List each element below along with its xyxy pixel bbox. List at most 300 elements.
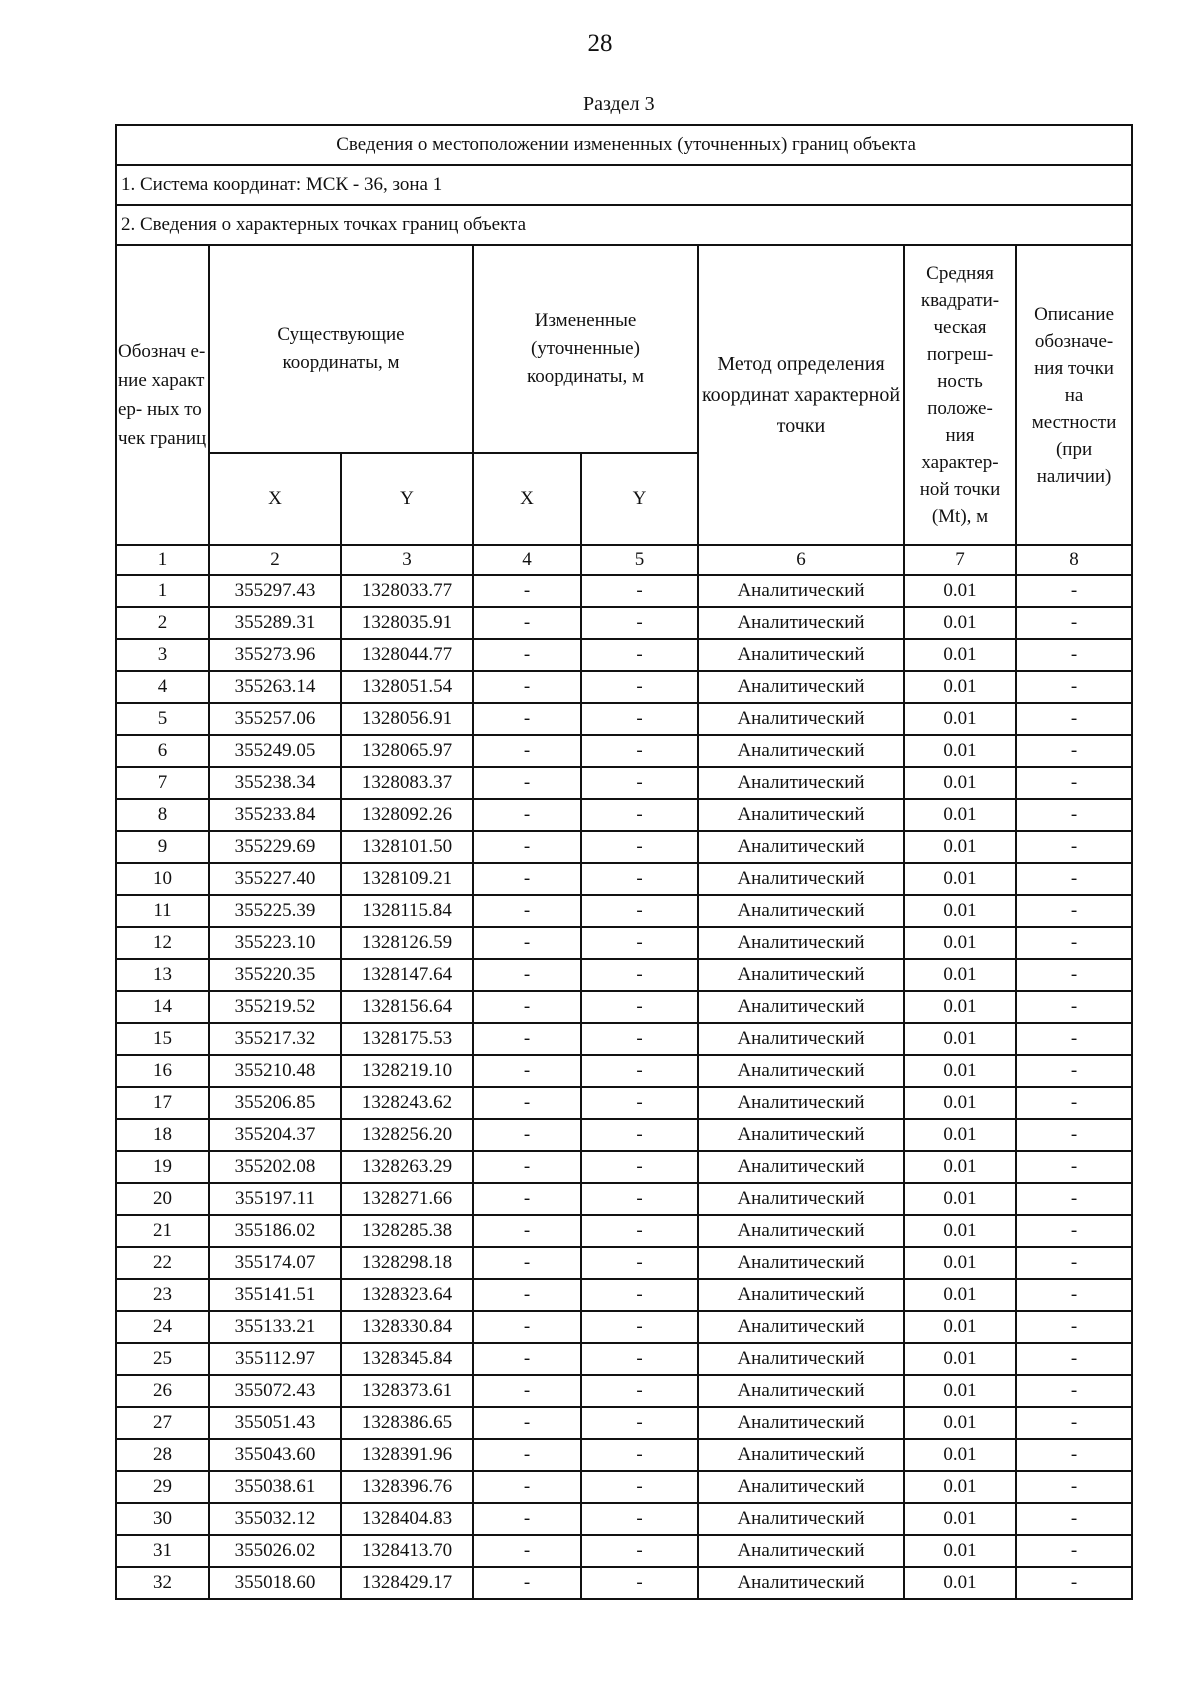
cell-existing-x: 355289.31 [209, 607, 341, 639]
cell-changed-y: - [581, 1087, 698, 1119]
cell-error: 0.01 [904, 1151, 1016, 1183]
cell-point-number: 2 [116, 607, 209, 639]
cell-error: 0.01 [904, 1119, 1016, 1151]
cell-existing-x: 355186.02 [209, 1215, 341, 1247]
cell-existing-y: 1328323.64 [341, 1279, 473, 1311]
cell-method: Аналитический [698, 1439, 904, 1471]
cell-existing-y: 1328126.59 [341, 927, 473, 959]
cell-existing-y: 1328263.29 [341, 1151, 473, 1183]
cell-point-number: 18 [116, 1119, 209, 1151]
cell-point-number: 12 [116, 927, 209, 959]
cell-changed-y: - [581, 1183, 698, 1215]
cell-point-number: 15 [116, 1023, 209, 1055]
cell-existing-x: 355210.48 [209, 1055, 341, 1087]
cell-error: 0.01 [904, 1311, 1016, 1343]
table-row [116, 767, 1132, 799]
cell-changed-y: - [581, 1567, 698, 1599]
cell-changed-x: - [473, 1471, 581, 1503]
cell-error: 0.01 [904, 1439, 1016, 1471]
table-row [116, 1439, 1132, 1471]
cell-changed-x: - [473, 1439, 581, 1471]
cell-description: - [1016, 1055, 1132, 1087]
cell-changed-y: - [581, 1279, 698, 1311]
cell-description: - [1016, 703, 1132, 735]
cell-error: 0.01 [904, 735, 1016, 767]
cell-method: Аналитический [698, 767, 904, 799]
cell-method: Аналитический [698, 959, 904, 991]
cell-method: Аналитический [698, 991, 904, 1023]
cell-error: 0.01 [904, 927, 1016, 959]
cell-point-number: 10 [116, 863, 209, 895]
cell-description: - [1016, 1151, 1132, 1183]
cell-changed-y: - [581, 1311, 698, 1343]
cell-description: - [1016, 1247, 1132, 1279]
cell-changed-y: - [581, 1535, 698, 1567]
cell-point-number: 20 [116, 1183, 209, 1215]
cell-existing-y: 1328092.26 [341, 799, 473, 831]
cell-method: Аналитический [698, 1407, 904, 1439]
cell-changed-y: - [581, 703, 698, 735]
table-row [116, 1471, 1132, 1503]
cell-existing-y: 1328396.76 [341, 1471, 473, 1503]
cell-error: 0.01 [904, 1535, 1016, 1567]
cell-method: Аналитический [698, 927, 904, 959]
cell-changed-y: - [581, 1215, 698, 1247]
cell-existing-y: 1328298.18 [341, 1247, 473, 1279]
header-existing-x: X [209, 453, 341, 545]
cell-error: 0.01 [904, 1375, 1016, 1407]
cell-changed-y: - [581, 959, 698, 991]
cell-method: Аналитический [698, 1119, 904, 1151]
cell-existing-x: 355257.06 [209, 703, 341, 735]
cell-point-number: 32 [116, 1567, 209, 1599]
cell-description: - [1016, 1439, 1132, 1471]
cell-existing-y: 1328413.70 [341, 1535, 473, 1567]
cell-existing-x: 355133.21 [209, 1311, 341, 1343]
table-row [116, 1279, 1132, 1311]
cell-error: 0.01 [904, 767, 1016, 799]
header-changed-x: X [473, 453, 581, 545]
cell-changed-x: - [473, 1375, 581, 1407]
cell-point-number: 13 [116, 959, 209, 991]
cell-point-number: 5 [116, 703, 209, 735]
cell-description: - [1016, 799, 1132, 831]
cell-existing-y: 1328101.50 [341, 831, 473, 863]
cell-existing-y: 1328083.37 [341, 767, 473, 799]
cell-point-number: 28 [116, 1439, 209, 1471]
cell-description: - [1016, 1119, 1132, 1151]
cell-error: 0.01 [904, 607, 1016, 639]
cell-existing-x: 355227.40 [209, 863, 341, 895]
table-row [116, 1343, 1132, 1375]
table-row [116, 671, 1132, 703]
cell-changed-y: - [581, 1119, 698, 1151]
cell-changed-y: - [581, 1343, 698, 1375]
cell-existing-y: 1328175.53 [341, 1023, 473, 1055]
cell-changed-y: - [581, 831, 698, 863]
cell-changed-y: - [581, 575, 698, 607]
cell-changed-y: - [581, 735, 698, 767]
cell-changed-x: - [473, 1311, 581, 1343]
cell-existing-y: 1328243.62 [341, 1087, 473, 1119]
cell-point-number: 27 [116, 1407, 209, 1439]
cell-method: Аналитический [698, 575, 904, 607]
cell-changed-y: - [581, 1407, 698, 1439]
cell-error: 0.01 [904, 959, 1016, 991]
cell-description: - [1016, 1215, 1132, 1247]
table-row [116, 1311, 1132, 1343]
cell-description: - [1016, 991, 1132, 1023]
header-existing-coordinates: Существующие координаты, м [209, 245, 473, 453]
cell-changed-x: - [473, 1343, 581, 1375]
cell-changed-y: - [581, 671, 698, 703]
cell-existing-x: 355072.43 [209, 1375, 341, 1407]
cell-changed-x: - [473, 895, 581, 927]
header-existing-y: Y [341, 453, 473, 545]
cell-method: Аналитический [698, 1151, 904, 1183]
table-row [116, 1407, 1132, 1439]
column-number: 7 [904, 545, 1016, 575]
cell-method: Аналитический [698, 1215, 904, 1247]
cell-method: Аналитический [698, 703, 904, 735]
table-row [116, 1247, 1132, 1279]
cell-existing-x: 355219.52 [209, 991, 341, 1023]
cell-changed-x: - [473, 1247, 581, 1279]
cell-existing-x: 355051.43 [209, 1407, 341, 1439]
cell-method: Аналитический [698, 1567, 904, 1599]
cell-error: 0.01 [904, 799, 1016, 831]
cell-existing-y: 1328271.66 [341, 1183, 473, 1215]
cell-existing-x: 355204.37 [209, 1119, 341, 1151]
cell-point-number: 11 [116, 895, 209, 927]
cell-changed-x: - [473, 1503, 581, 1535]
cell-existing-y: 1328256.20 [341, 1119, 473, 1151]
cell-description: - [1016, 927, 1132, 959]
cell-description: - [1016, 1087, 1132, 1119]
cell-error: 0.01 [904, 575, 1016, 607]
cell-description: - [1016, 1407, 1132, 1439]
cell-changed-x: - [473, 703, 581, 735]
cell-existing-y: 1328033.77 [341, 575, 473, 607]
cell-changed-x: - [473, 991, 581, 1023]
cell-description: - [1016, 863, 1132, 895]
cell-existing-x: 355206.85 [209, 1087, 341, 1119]
cell-changed-y: - [581, 991, 698, 1023]
cell-existing-y: 1328429.17 [341, 1567, 473, 1599]
cell-existing-y: 1328391.96 [341, 1439, 473, 1471]
cell-method: Аналитический [698, 1375, 904, 1407]
cell-description: - [1016, 1183, 1132, 1215]
cell-error: 0.01 [904, 1023, 1016, 1055]
cell-changed-y: - [581, 767, 698, 799]
cell-error: 0.01 [904, 703, 1016, 735]
cell-point-number: 22 [116, 1247, 209, 1279]
table-row [116, 1023, 1132, 1055]
cell-existing-x: 355197.11 [209, 1183, 341, 1215]
cell-method: Аналитический [698, 1055, 904, 1087]
cell-description: - [1016, 735, 1132, 767]
table-row [116, 799, 1132, 831]
cell-point-number: 9 [116, 831, 209, 863]
cell-changed-x: - [473, 959, 581, 991]
header-description: Описание обозначе- ния точки на местности (при наличии) [1016, 245, 1132, 545]
cell-existing-x: 355018.60 [209, 1567, 341, 1599]
cell-description: - [1016, 1279, 1132, 1311]
cell-method: Аналитический [698, 607, 904, 639]
coordinate-system: 1. Система координат: МСК - 36, зона 1 [116, 165, 1132, 205]
cell-changed-y: - [581, 1375, 698, 1407]
cell-changed-x: - [473, 1087, 581, 1119]
cell-existing-y: 1328065.97 [341, 735, 473, 767]
cell-point-number: 25 [116, 1343, 209, 1375]
column-number: 5 [581, 545, 698, 575]
cell-changed-y: - [581, 895, 698, 927]
cell-description: - [1016, 1567, 1132, 1599]
cell-point-number: 6 [116, 735, 209, 767]
column-number: 3 [341, 545, 473, 575]
cell-point-number: 14 [116, 991, 209, 1023]
cell-changed-x: - [473, 575, 581, 607]
table-row [116, 1567, 1132, 1599]
cell-existing-y: 1328147.64 [341, 959, 473, 991]
cell-changed-x: - [473, 1535, 581, 1567]
section-label: Раздел 3 [583, 93, 655, 115]
cell-description: - [1016, 1023, 1132, 1055]
cell-error: 0.01 [904, 1343, 1016, 1375]
cell-changed-x: - [473, 799, 581, 831]
cell-point-number: 8 [116, 799, 209, 831]
cell-existing-x: 355233.84 [209, 799, 341, 831]
cell-error: 0.01 [904, 1247, 1016, 1279]
cell-point-number: 29 [116, 1471, 209, 1503]
cell-error: 0.01 [904, 1055, 1016, 1087]
cell-changed-y: - [581, 1439, 698, 1471]
table-row [116, 1503, 1132, 1535]
cell-existing-y: 1328109.21 [341, 863, 473, 895]
cell-error: 0.01 [904, 1215, 1016, 1247]
cell-description: - [1016, 1375, 1132, 1407]
page-number: 28 [587, 30, 613, 57]
cell-existing-y: 1328056.91 [341, 703, 473, 735]
cell-method: Аналитический [698, 735, 904, 767]
cell-changed-y: - [581, 1247, 698, 1279]
cell-existing-x: 355112.97 [209, 1343, 341, 1375]
cell-changed-y: - [581, 799, 698, 831]
cell-changed-y: - [581, 1471, 698, 1503]
table-body [116, 575, 1132, 1599]
cell-point-number: 7 [116, 767, 209, 799]
cell-method: Аналитический [698, 1183, 904, 1215]
cell-existing-y: 1328373.61 [341, 1375, 473, 1407]
cell-point-number: 19 [116, 1151, 209, 1183]
table-row [116, 991, 1132, 1023]
cell-changed-x: - [473, 671, 581, 703]
cell-point-number: 30 [116, 1503, 209, 1535]
cell-changed-x: - [473, 1119, 581, 1151]
cell-changed-x: - [473, 1023, 581, 1055]
cell-error: 0.01 [904, 1087, 1016, 1119]
cell-method: Аналитический [698, 1471, 904, 1503]
cell-changed-x: - [473, 863, 581, 895]
cell-existing-y: 1328156.64 [341, 991, 473, 1023]
cell-changed-x: - [473, 831, 581, 863]
table-row [116, 831, 1132, 863]
cell-error: 0.01 [904, 895, 1016, 927]
cell-existing-x: 355223.10 [209, 927, 341, 959]
cell-description: - [1016, 671, 1132, 703]
cell-changed-y: - [581, 607, 698, 639]
cell-existing-x: 355238.34 [209, 767, 341, 799]
cell-point-number: 4 [116, 671, 209, 703]
cell-error: 0.01 [904, 1567, 1016, 1599]
cell-description: - [1016, 1343, 1132, 1375]
cell-existing-x: 355263.14 [209, 671, 341, 703]
cell-existing-x: 355043.60 [209, 1439, 341, 1471]
cell-error: 0.01 [904, 831, 1016, 863]
cell-method: Аналитический [698, 671, 904, 703]
cell-existing-x: 355220.35 [209, 959, 341, 991]
cell-changed-x: - [473, 1567, 581, 1599]
cell-changed-y: - [581, 639, 698, 671]
column-number: 2 [209, 545, 341, 575]
cell-method: Аналитический [698, 1503, 904, 1535]
cell-existing-x: 355026.02 [209, 1535, 341, 1567]
cell-point-number: 17 [116, 1087, 209, 1119]
cell-changed-x: - [473, 607, 581, 639]
cell-existing-y: 1328051.54 [341, 671, 473, 703]
cell-existing-y: 1328345.84 [341, 1343, 473, 1375]
cell-changed-x: - [473, 1151, 581, 1183]
cell-point-number: 1 [116, 575, 209, 607]
cell-description: - [1016, 607, 1132, 639]
column-number: 6 [698, 545, 904, 575]
cell-error: 0.01 [904, 1279, 1016, 1311]
cell-point-number: 21 [116, 1215, 209, 1247]
cell-existing-y: 1328035.91 [341, 607, 473, 639]
cell-description: - [1016, 895, 1132, 927]
column-number: 8 [1016, 545, 1132, 575]
cell-existing-y: 1328386.65 [341, 1407, 473, 1439]
cell-description: - [1016, 639, 1132, 671]
cell-existing-x: 355225.39 [209, 895, 341, 927]
cell-error: 0.01 [904, 863, 1016, 895]
table-row [116, 735, 1132, 767]
cell-error: 0.01 [904, 1407, 1016, 1439]
table-row [116, 1151, 1132, 1183]
boundary-points-table [115, 124, 1133, 1600]
cell-method: Аналитический [698, 639, 904, 671]
cell-point-number: 31 [116, 1535, 209, 1567]
cell-error: 0.01 [904, 1183, 1016, 1215]
cell-existing-y: 1328330.84 [341, 1311, 473, 1343]
cell-existing-x: 355249.05 [209, 735, 341, 767]
cell-method: Аналитический [698, 1087, 904, 1119]
table-title: Сведения о местоположении измененных (уточненных) границ объекта [116, 125, 1132, 165]
table-row [116, 1055, 1132, 1087]
cell-point-number: 24 [116, 1311, 209, 1343]
cell-existing-y: 1328219.10 [341, 1055, 473, 1087]
table-row [116, 703, 1132, 735]
cell-error: 0.01 [904, 639, 1016, 671]
cell-error: 0.01 [904, 671, 1016, 703]
cell-changed-x: - [473, 767, 581, 799]
cell-description: - [1016, 575, 1132, 607]
cell-existing-y: 1328285.38 [341, 1215, 473, 1247]
cell-changed-y: - [581, 863, 698, 895]
table-row [116, 1375, 1132, 1407]
cell-existing-x: 355217.32 [209, 1023, 341, 1055]
cell-error: 0.01 [904, 991, 1016, 1023]
cell-description: - [1016, 959, 1132, 991]
cell-error: 0.01 [904, 1503, 1016, 1535]
cell-changed-y: - [581, 1151, 698, 1183]
cell-existing-y: 1328115.84 [341, 895, 473, 927]
table-row [116, 1087, 1132, 1119]
table-row [116, 927, 1132, 959]
cell-changed-x: - [473, 735, 581, 767]
cell-existing-x: 355032.12 [209, 1503, 341, 1535]
cell-description: - [1016, 1535, 1132, 1567]
header-changed-coordinates: Измененные (уточненные) координаты, м [473, 245, 698, 453]
cell-changed-y: - [581, 927, 698, 959]
table-row [116, 575, 1132, 607]
column-number: 4 [473, 545, 581, 575]
cell-point-number: 26 [116, 1375, 209, 1407]
cell-point-number: 23 [116, 1279, 209, 1311]
header-changed-y: Y [581, 453, 698, 545]
cell-method: Аналитический [698, 1311, 904, 1343]
table-row [116, 1119, 1132, 1151]
table-row [116, 959, 1132, 991]
cell-changed-x: - [473, 1183, 581, 1215]
cell-method: Аналитический [698, 1535, 904, 1567]
cell-method: Аналитический [698, 799, 904, 831]
table-row [116, 1535, 1132, 1567]
cell-existing-x: 355297.43 [209, 575, 341, 607]
cell-changed-x: - [473, 1407, 581, 1439]
cell-existing-y: 1328044.77 [341, 639, 473, 671]
cell-error: 0.01 [904, 1471, 1016, 1503]
cell-changed-y: - [581, 1055, 698, 1087]
cell-method: Аналитический [698, 1343, 904, 1375]
cell-existing-x: 355038.61 [209, 1471, 341, 1503]
column-number: 1 [116, 545, 209, 575]
cell-point-number: 16 [116, 1055, 209, 1087]
cell-changed-y: - [581, 1023, 698, 1055]
cell-method: Аналитический [698, 895, 904, 927]
cell-changed-x: - [473, 1055, 581, 1087]
cell-description: - [1016, 767, 1132, 799]
cell-existing-x: 355273.96 [209, 639, 341, 671]
cell-existing-x: 355174.07 [209, 1247, 341, 1279]
cell-changed-x: - [473, 927, 581, 959]
points-info-heading: 2. Сведения о характерных точках границ объекта [116, 205, 1132, 245]
cell-description: - [1016, 1311, 1132, 1343]
cell-changed-x: - [473, 1215, 581, 1247]
cell-existing-x: 355229.69 [209, 831, 341, 863]
cell-method: Аналитический [698, 1247, 904, 1279]
table-row [116, 895, 1132, 927]
cell-method: Аналитический [698, 1279, 904, 1311]
cell-existing-x: 355141.51 [209, 1279, 341, 1311]
header-method: Метод определения координат характерной точки [698, 245, 904, 545]
cell-description: - [1016, 1503, 1132, 1535]
cell-existing-y: 1328404.83 [341, 1503, 473, 1535]
cell-existing-x: 355202.08 [209, 1151, 341, 1183]
cell-method: Аналитический [698, 831, 904, 863]
cell-description: - [1016, 831, 1132, 863]
table-row [116, 1183, 1132, 1215]
